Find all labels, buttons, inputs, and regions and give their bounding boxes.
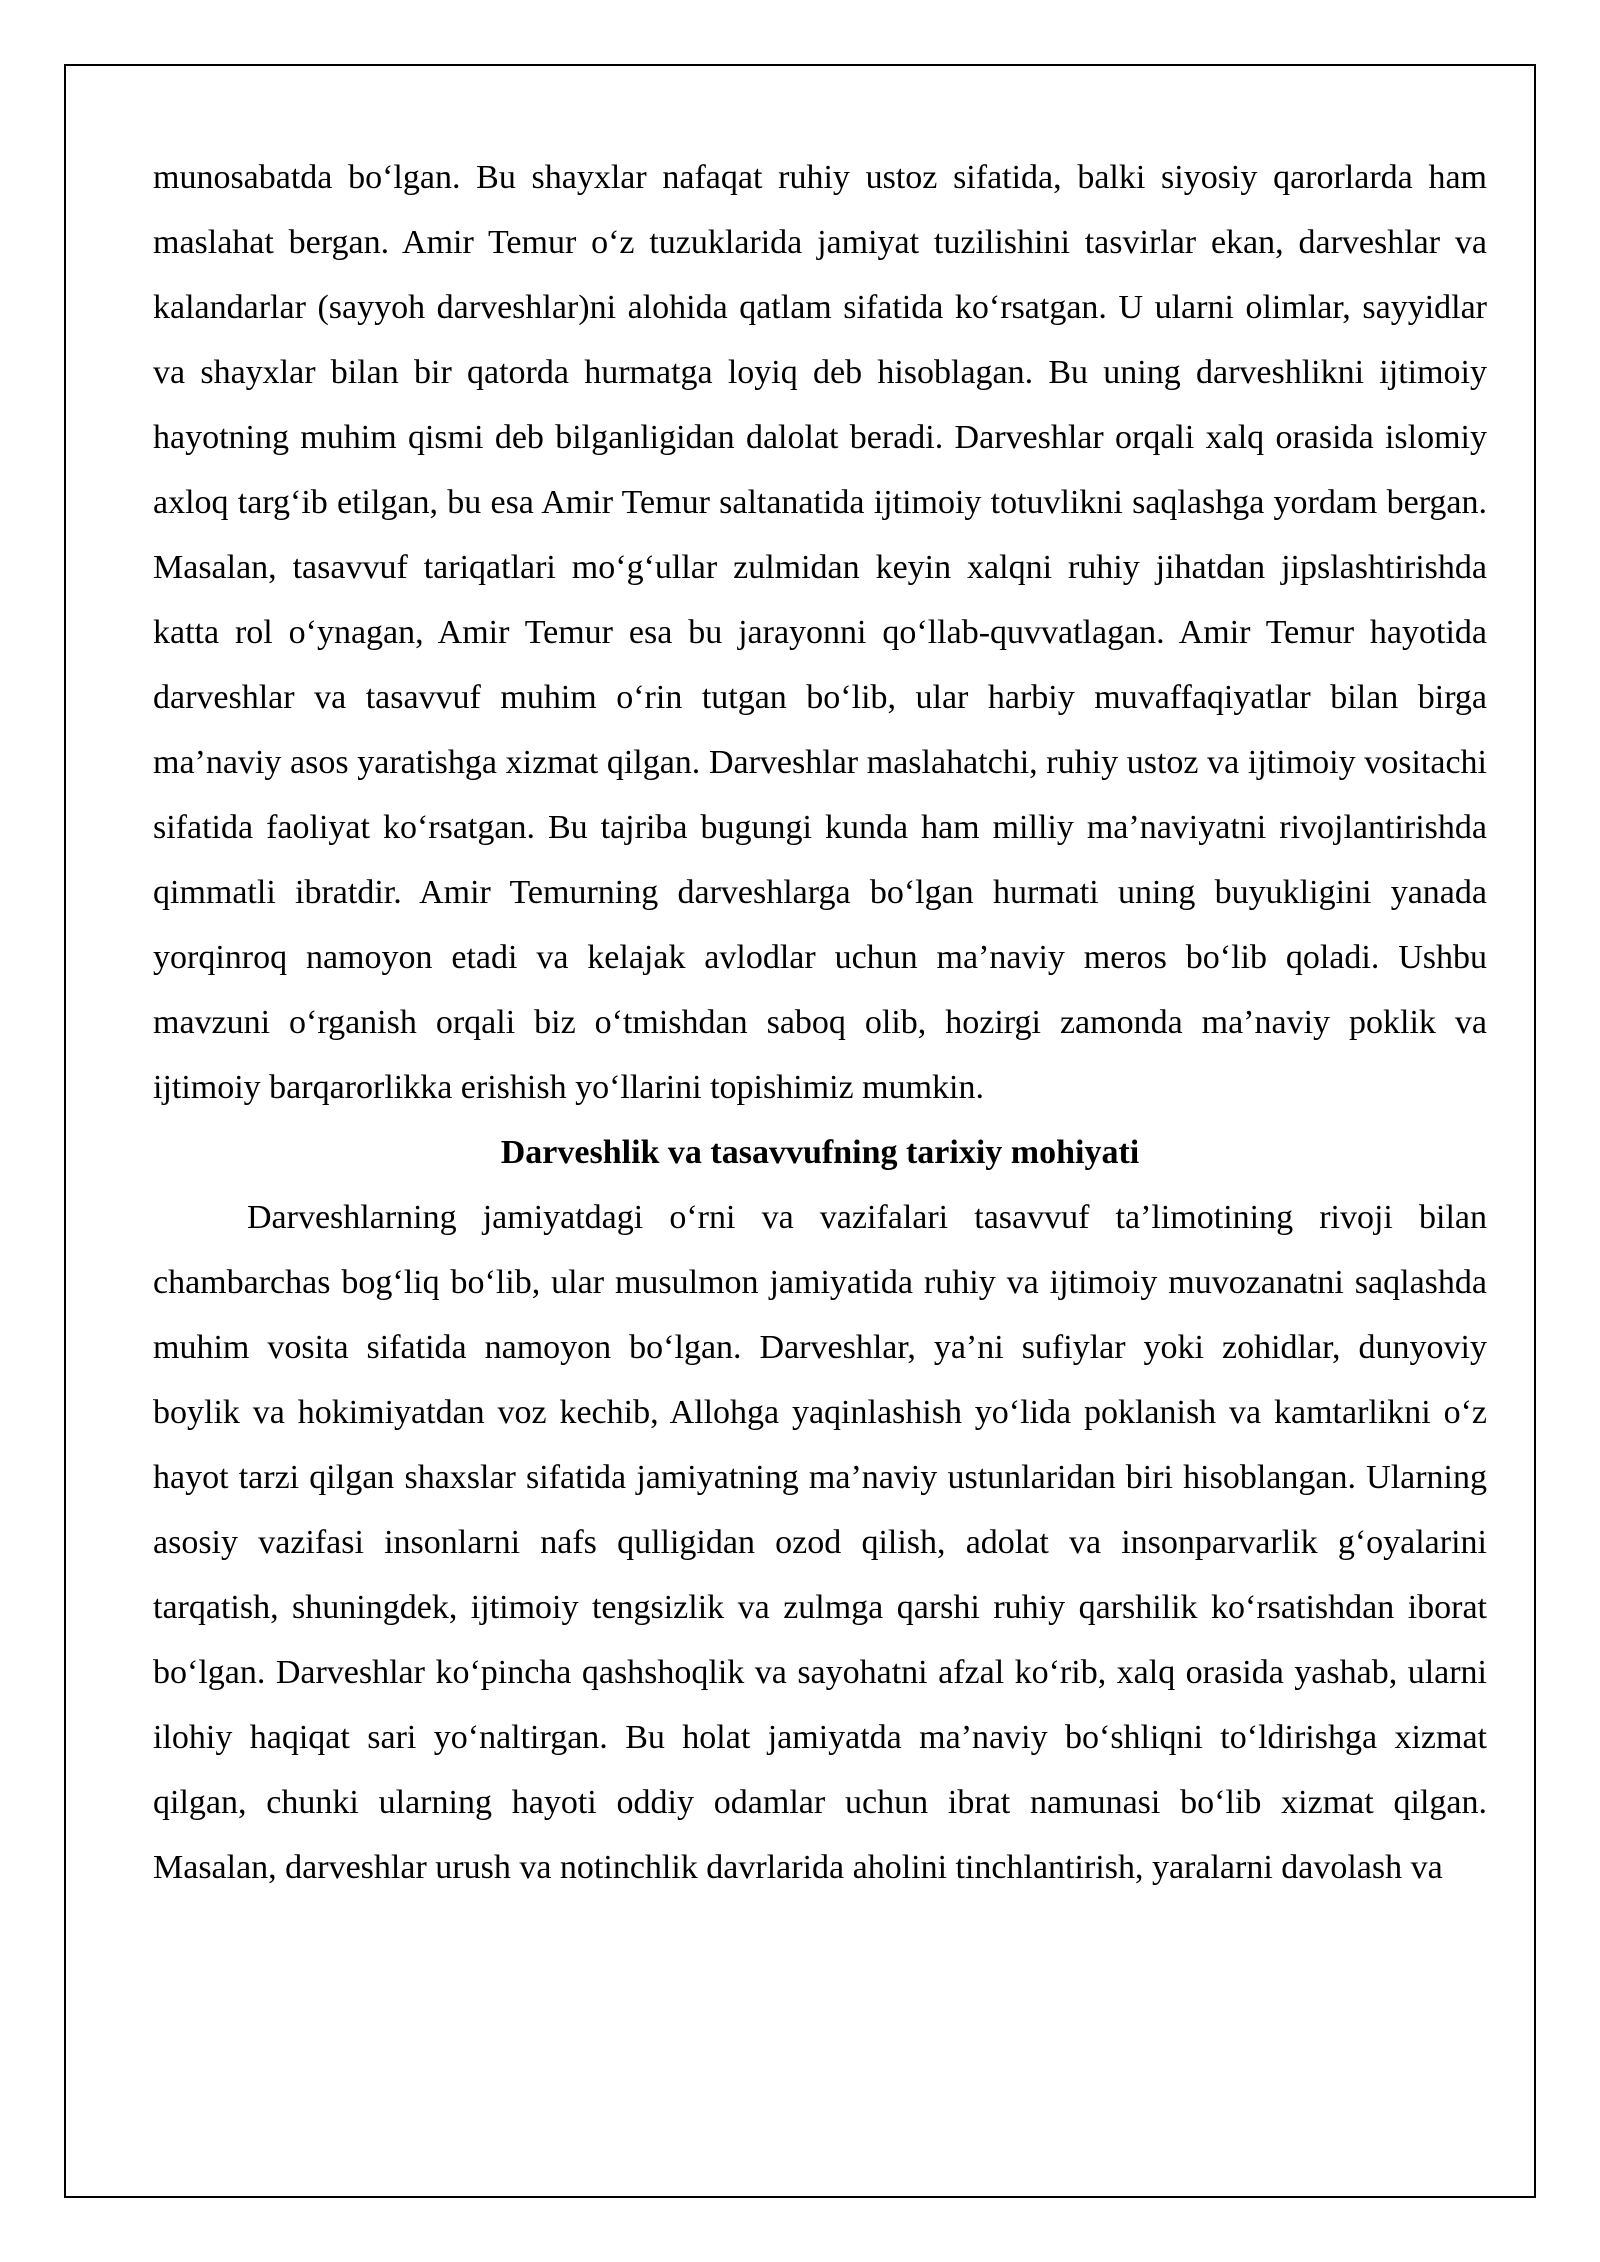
document-body	[153, 145, 1487, 1900]
section-heading: Darveshlik va tasavvufning tarixiy mohiyati	[500, 1134, 1140, 1171]
body-paragraph: Darveshlarning jamiyatdagi o‘rni va vazifalari tasavvuf ta’limotining rivoji bilan chambarchas bog‘liq bo‘lib, ular musulmon jamiyatida ruhiy va ijtimoiy muvozanatni saqlashda muhim vosita sifatida namoyon bo‘lgan. Darveshlar, ya’ni sufiylar yoki zohidlar, dunyoviy boylik va hokimiyatdan voz kechib, Allohga yaqinlashish yo‘lida poklanish va kamtarlikni o‘z hayot tarzi qilgan shaxslar sifatida jamiyatning ma’naviy ustunlaridan biri hisoblangan. Ularning asosiy vazifasi insonlarni nafs qulligidan ozod qilish, adolat va insonparvarlik g‘oyalarini tarqatish, shuningdek, ijtimoiy tengsizlik va zulmga qarshi ruhiy qarshilik ko‘rsatishdan iborat bo‘lgan. Darveshlar ko‘pincha qashshoqlik va sayohatni afzal ko‘rib, xalq orasida yashab, ularni ilohiy haqiqat sari yo‘naltirgan. Bu holat jamiyatda ma’naviy bo‘shliqni to‘ldirishga xizmat qilgan, chunki ularning hayoti oddiy odamlar uchun ibrat namunasi bo‘lib xizmat qilgan. Masalan, darveshlar urush va notinchlik davrlarida aholini tinchlantirish, yaralarni davolash va	[153, 1199, 1487, 1886]
body-paragraph: munosabatda bo‘lgan. Bu shayxlar nafaqat ruhiy ustoz sifatida, balki siyosiy qarorlarda ham maslahat bergan. Amir Temur o‘z tuzuklarida jamiyat tuzilishini tasvirlar ekan, darveshlar va kalandarlar (sayyoh darveshlar)ni alohida qatlam sifatida ko‘rsatgan. U ularni olimlar, sayyidlar va shayxlar bilan bir qatorda hurmatga loyiq deb hisoblagan. Bu uning darveshlikni ijtimoiy hayotning muhim qismi deb bilganligidan dalolat beradi. Darveshlar orqali xalq orasida islomiy axloq targ‘ib etilgan, bu esa Amir Temur saltanatida ijtimoiy totuvlikni saqlashga yordam bergan. Masalan, tasavvuf tariqatlari mo‘g‘ullar zulmidan keyin xalqni ruhiy jihatdan jipslashtirishda katta rol o‘ynagan, Amir Temur esa bu jarayonni qo‘llab-quvvatlagan. Amir Temur hayotida darveshlar va tasavvuf muhim o‘rin tutgan bo‘lib, ular harbiy muvaffaqiyatlar bilan birga ma’naviy asos yaratishga xizmat qilgan. Darveshlar maslahatchi, ruhiy ustoz va ijtimoiy vositachi sifatida faoliyat ko‘rsatgan. Bu tajriba bugungi kunda ham milliy ma’naviyatni rivojlantirishda qimmatli ibratdir. Amir Temurning darveshlarga bo‘lgan hurmati uning buyukligini yanada yorqinroq namoyon etadi va kelajak avlodlar uchun ma’naviy meros bo‘lib qoladi. Ushbu mavzuni o‘rganish orqali biz o‘tmishdan saboq olib, hozirgi zamonda ma’naviy poklik va ijtimoiy barqarorlikka erishish yo‘llarini topishimiz mumkin.	[153, 159, 1487, 1106]
